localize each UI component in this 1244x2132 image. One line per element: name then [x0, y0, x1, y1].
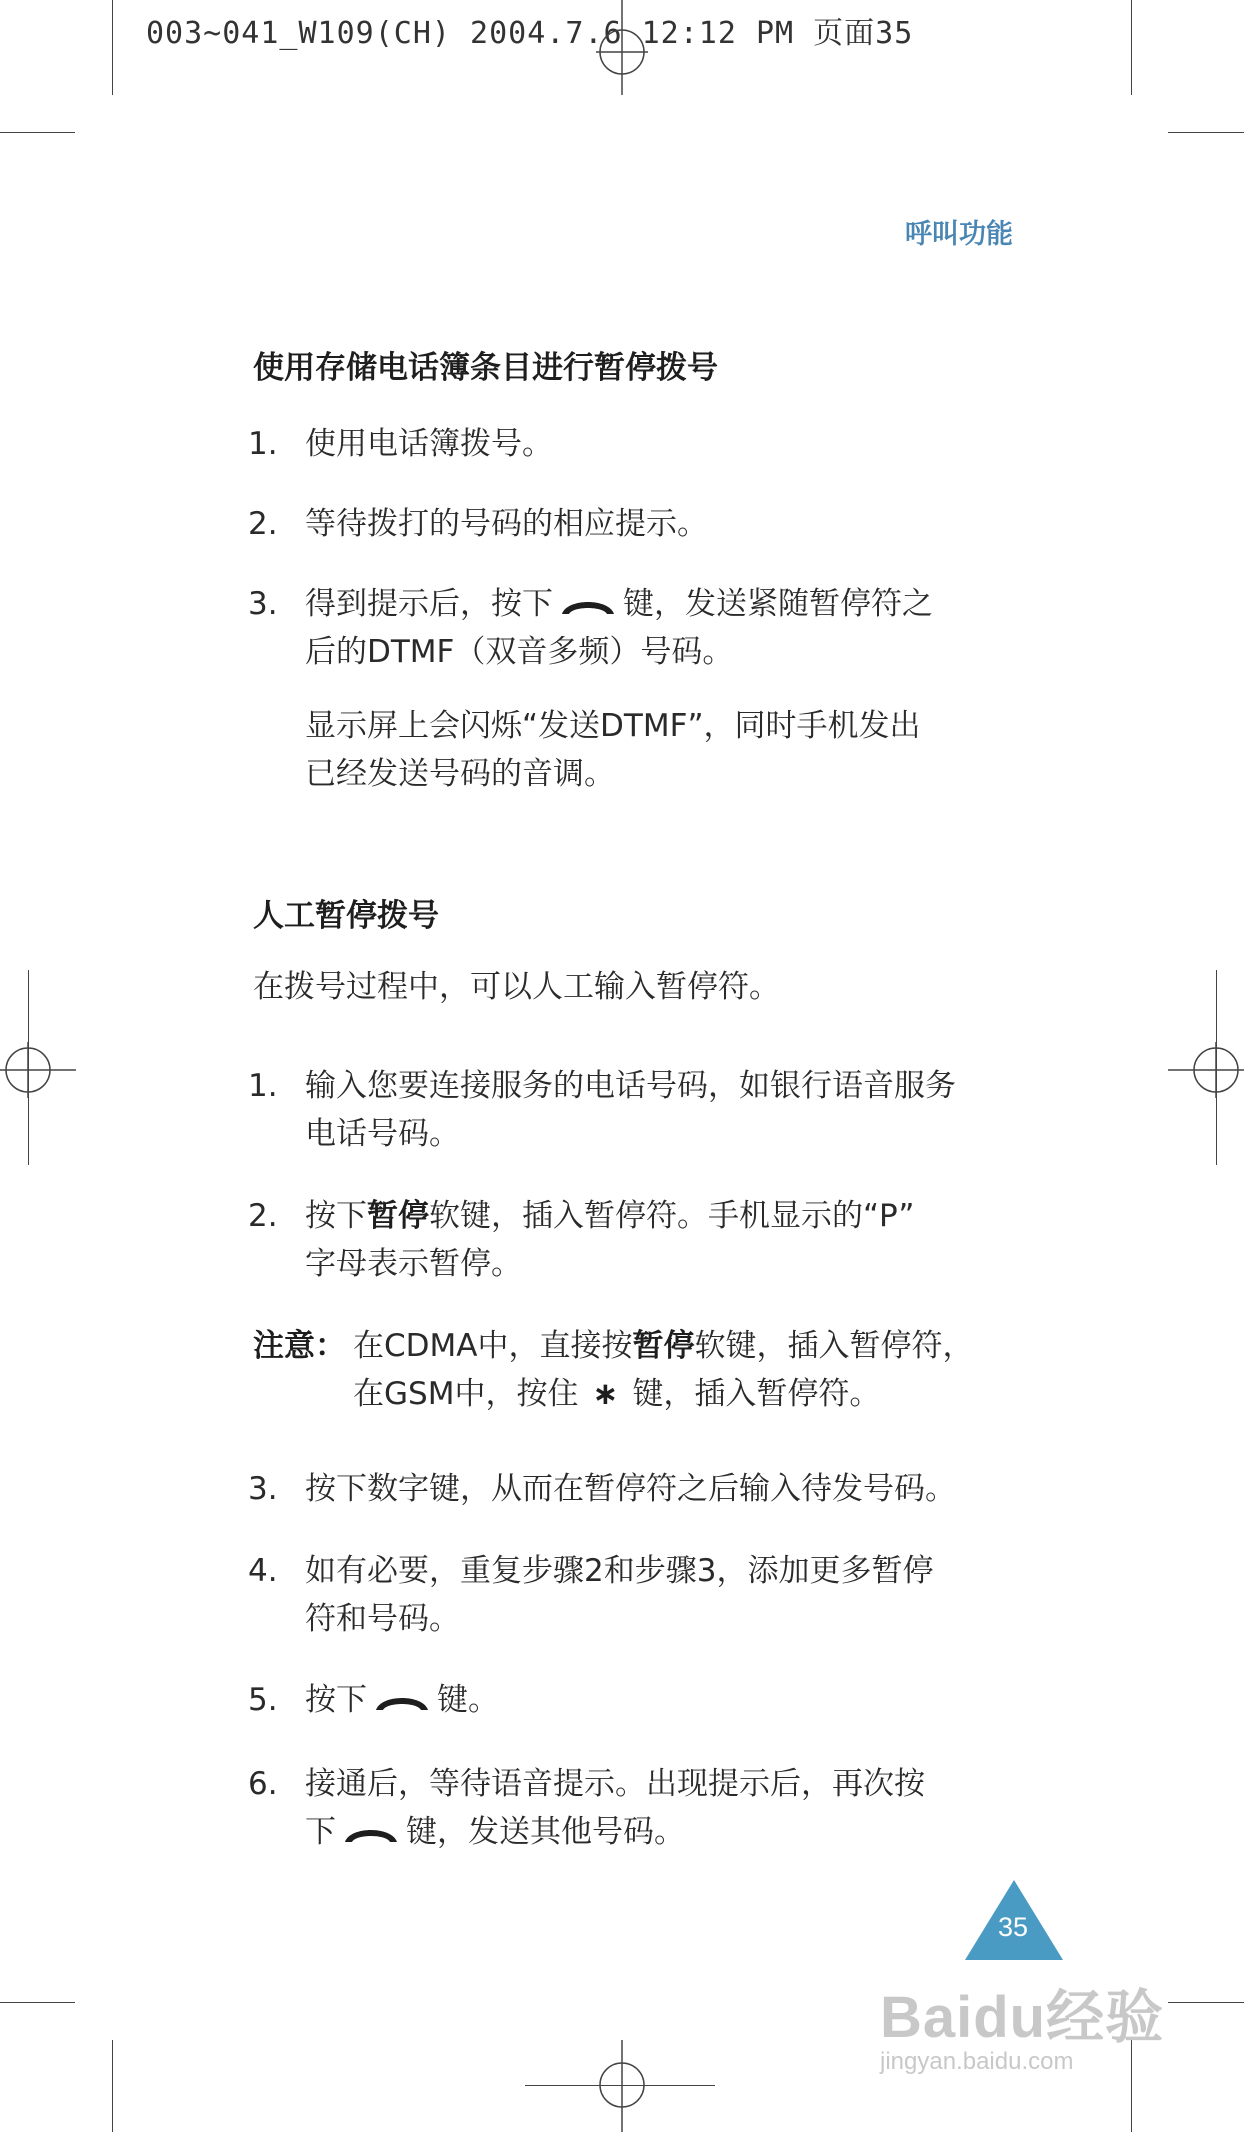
step-number: 3. — [248, 1471, 278, 1507]
step-text — [305, 1676, 1025, 1724]
crop-mark — [1168, 2002, 1244, 2003]
section1-heading: 使用存储电话簿条目进行暂停拨号 — [253, 350, 718, 386]
watermark-logo: Baidu经验 — [880, 1985, 1165, 2050]
step-text-line: 电话号码。 — [305, 1116, 460, 1152]
section2-heading: 人工暂停拨号 — [253, 898, 439, 934]
step-number: 1. — [248, 426, 278, 462]
note-body — [353, 1322, 1033, 1418]
note-text-part: 在GSM中，按住 — [353, 1376, 579, 1412]
step-text — [305, 1062, 1025, 1158]
display-note-line: 显示屏上会闪烁“发送DTMF”，同时手机发出 — [305, 708, 921, 744]
note-label: 注意： — [253, 1328, 346, 1364]
registration-mark-icon — [0, 1042, 76, 1098]
page-number: 35 — [998, 1912, 1029, 1942]
step-text-line: 接通后，等待语音提示。出现提示后，再次按 — [305, 1766, 925, 1802]
step-text-line: 符和号码。 — [305, 1601, 460, 1637]
step-number: 2. — [248, 1198, 278, 1234]
crop-mark — [1131, 0, 1132, 95]
send-key-icon — [373, 1691, 431, 1713]
step-text-line: 输入您要连接服务的电话号码，如银行语音服务 — [305, 1068, 956, 1104]
star-key-icon: ∗ — [592, 1376, 619, 1412]
registration-mark-icon — [596, 0, 648, 95]
display-note — [305, 702, 1025, 798]
step-text-part: 后的DTMF（双音多频）号码。 — [305, 634, 734, 670]
step-text: 按下数字键，从而在暂停符之后输入待发号码。 — [305, 1471, 956, 1507]
step-text-part: 按下 — [305, 1682, 367, 1718]
step-text: 等待拨打的号码的相应提示。 — [305, 506, 708, 542]
send-key-icon — [559, 595, 617, 617]
send-key-icon — [342, 1823, 400, 1845]
step-text — [305, 580, 1025, 676]
step-number: 5. — [248, 1682, 278, 1718]
note-text-part: 在CDMA中，直接按 — [353, 1328, 633, 1364]
section-label: 呼叫功能 — [905, 219, 1013, 250]
note-text-part: 软键，插入暂停符， — [694, 1328, 974, 1364]
registration-mark-icon — [1168, 1042, 1244, 1098]
crop-mark — [1168, 132, 1244, 133]
step-number: 6. — [248, 1766, 278, 1802]
softkey-label: 暂停 — [367, 1198, 429, 1234]
step-number: 1. — [248, 1068, 278, 1104]
baidu-watermark — [880, 1970, 1164, 2076]
crop-mark — [112, 2040, 113, 2132]
step-text — [305, 1547, 1025, 1643]
step-text-part: 下 — [305, 1814, 336, 1850]
step-text-line: 如有必要，重复步骤2和步骤3，添加更多暂停 — [305, 1553, 934, 1589]
step-text-part: 键，发送其他号码。 — [406, 1814, 685, 1850]
step-text-part: 按下 — [305, 1198, 367, 1234]
step-number: 2. — [248, 506, 278, 542]
step-text-part: 键，发送紧随暂停符之 — [623, 586, 933, 622]
step-text: 使用电话簿拨号。 — [305, 426, 553, 462]
section2-intro: 在拨号过程中，可以人工输入暂停符。 — [253, 969, 780, 1005]
registration-mark-icon — [596, 2040, 648, 2132]
crop-mark — [0, 132, 75, 133]
step-text-part: 得到提示后，按下 — [305, 586, 553, 622]
note-text-part: 键，插入暂停符。 — [632, 1376, 881, 1412]
crop-mark — [112, 0, 113, 95]
step-text-part: 软键，插入暂停符。手机显示的“P” — [429, 1198, 915, 1234]
step-text-part: 键。 — [437, 1682, 499, 1718]
watermark-url: jingyan.baidu.com — [880, 2048, 1074, 2075]
crop-mark — [0, 2002, 75, 2003]
step-number: 3. — [248, 586, 278, 622]
step-text — [305, 1760, 1025, 1856]
step-number: 4. — [248, 1553, 278, 1589]
print-header: 003~041_W109(CH) 2004.7.6 12:12 PM 页面35 — [146, 16, 914, 51]
softkey-label: 暂停 — [632, 1328, 695, 1364]
step-text-line: 字母表示暂停。 — [305, 1246, 522, 1282]
step-text — [305, 1192, 1025, 1288]
display-note-line: 已经发送号码的音调。 — [305, 756, 615, 792]
